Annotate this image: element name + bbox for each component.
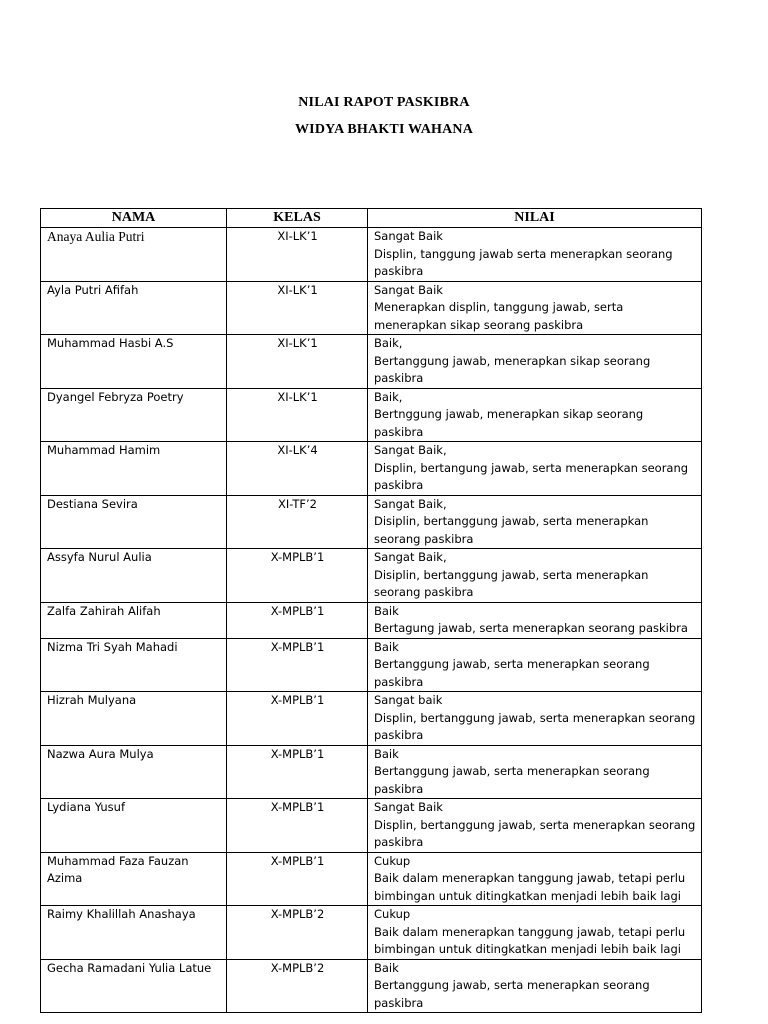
cell-kelas: XI-TF’2 [227, 495, 368, 549]
cell-kelas: XI-LK’4 [227, 442, 368, 496]
cell-kelas: X-MPLB’2 [227, 906, 368, 960]
cell-nama: Gecha Ramadani Yulia Latue [41, 959, 227, 1013]
header-nama: NAMA [41, 209, 227, 228]
cell-kelas: XI-LK’1 [227, 228, 368, 282]
cell-nama: Hizrah Mulyana [41, 692, 227, 746]
cell-nilai: Sangat Baik Displin, tanggung jawab serta menerapkan seorang paskibra [368, 228, 702, 282]
cell-kelas: X-MPLB’1 [227, 852, 368, 906]
cell-nama: Destiana Sevira [41, 495, 227, 549]
cell-kelas: XI-LK’1 [227, 281, 368, 335]
table-row [41, 388, 702, 442]
cell-kelas: X-MPLB’1 [227, 692, 368, 746]
cell-nama: Assyfa Nurul Aulia [41, 549, 227, 603]
table-row [41, 549, 702, 603]
table-row [41, 602, 702, 638]
table-row [41, 335, 702, 389]
cell-kelas: XI-LK’1 [227, 335, 368, 389]
table-row [41, 852, 702, 906]
table-row [41, 442, 702, 496]
cell-nilai: Sangat Baik, Disiplin, bertanggung jawab, serta menerapkan seorang paskibra [368, 549, 702, 603]
cell-nilai: Baik Bertanggung jawab, serta menerapkan seorang paskibra [368, 959, 702, 1013]
document-subtitle: WIDYA BHAKTI WAHANA [294, 122, 474, 137]
table-row [41, 959, 702, 1013]
cell-kelas: X-MPLB’1 [227, 799, 368, 853]
cell-nilai: Baik, Bertanggung jawab, menerapkan sikap seorang paskibra [368, 335, 702, 389]
cell-nilai: Sangat Baik, Disiplin, bertanggung jawab, serta menerapkan seorang paskibra [368, 495, 702, 549]
grades-table [40, 208, 702, 1013]
cell-nama: Lydiana Yusuf [41, 799, 227, 853]
table-row [41, 281, 702, 335]
table-row [41, 228, 702, 282]
cell-nilai: Baik, Bertnggung jawab, menerapkan sikap seorang paskibra [368, 388, 702, 442]
cell-kelas: X-MPLB’1 [227, 549, 368, 603]
table-row [41, 495, 702, 549]
cell-kelas: X-MPLB’2 [227, 959, 368, 1013]
cell-nama: Muhammad Hamim [41, 442, 227, 496]
cell-nama: Anaya Aulia Putri [41, 228, 227, 282]
cell-kelas: X-MPLB’1 [227, 745, 368, 799]
cell-nama: Zalfa Zahirah Alifah [41, 602, 227, 638]
cell-nama: Muhammad Faza Fauzan Azima [41, 852, 227, 906]
cell-kelas: XI-LK’1 [227, 388, 368, 442]
table-row [41, 692, 702, 746]
cell-kelas: X-MPLB’1 [227, 638, 368, 692]
header-kelas: KELAS [227, 209, 368, 228]
header-nilai: NILAI [368, 209, 702, 228]
cell-nilai: Baik Bertanggung jawab, serta menerapkan seorang paskibra [368, 638, 702, 692]
table-row [41, 906, 702, 960]
document-title: NILAI RAPOT PASKIBRA [298, 95, 470, 110]
table-row [41, 638, 702, 692]
cell-nilai: Cukup Baik dalam menerapkan tanggung jawab, tetapi perlu bimbingan untuk ditingkatkan menjadi lebih baik lagi [368, 906, 702, 960]
table-header-row [41, 209, 702, 228]
cell-nilai: Sangat Baik Menerapkan displin, tanggung jawab, serta menerapkan sikap seorang paskibra [368, 281, 702, 335]
cell-nama: Ayla Putri Afifah [41, 281, 227, 335]
cell-nama: Raimy Khalillah Anashaya [41, 906, 227, 960]
cell-kelas: X-MPLB’1 [227, 602, 368, 638]
cell-nama: Nizma Tri Syah Mahadi [41, 638, 227, 692]
cell-nilai: Baik Bertanggung jawab, serta menerapkan seorang paskibra [368, 745, 702, 799]
cell-nilai: Sangat Baik Displin, bertanggung jawab, serta menerapkan seorang paskibra [368, 799, 702, 853]
cell-nilai: Cukup Baik dalam menerapkan tanggung jawab, tetapi perlu bimbingan untuk ditingkatkan menjadi lebih baik lagi [368, 852, 702, 906]
table-row [41, 799, 702, 853]
cell-nilai: Sangat Baik, Displin, bertangung jawab, serta menerapkan seorang paskibra [368, 442, 702, 496]
table-row [41, 745, 702, 799]
cell-nilai: Baik Bertagung jawab, serta menerapkan seorang paskibra [368, 602, 702, 638]
cell-nilai: Sangat baik Displin, bertanggung jawab, serta menerapkan seorang paskibra [368, 692, 702, 746]
cell-nama: Nazwa Aura Mulya [41, 745, 227, 799]
cell-nama: Dyangel Febryza Poetry [41, 388, 227, 442]
cell-nama: Muhammad Hasbi A.S [41, 335, 227, 389]
